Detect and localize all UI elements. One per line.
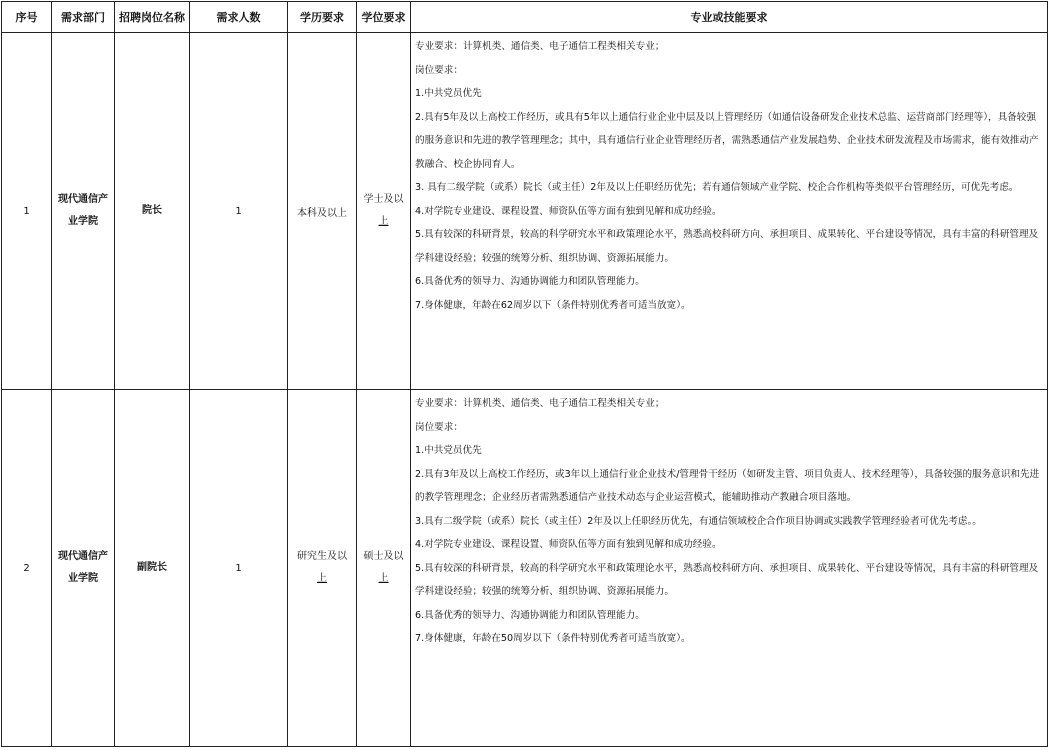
degree-line: 硕士及以 [363, 551, 404, 562]
department [52, 33, 115, 390]
degree-line: 上 [378, 573, 389, 584]
recruitment-table [1, 1, 1048, 747]
requirement-line: 1.中共党员优先 [415, 88, 482, 99]
table-row [2, 33, 1048, 390]
requirement-line: 3.具有二级学院（或系）院长（或主任）2年及以上任职经历优先，有通信领域校企合作项目协调或实践教学管理经验者可优先考虑。。 [415, 515, 982, 527]
requirement-line: 4.对学院专业建设、课程设置、师资队伍等方面有独到见解和成功经验。 [415, 205, 722, 217]
education-line: 研究生及以 [297, 551, 347, 562]
headcount: 1 [190, 33, 288, 390]
header-dept: 需求部门 [52, 2, 115, 33]
table-row [2, 390, 1048, 747]
requirement-line: 1.中共党员优先 [415, 445, 482, 456]
degree-requirement [357, 390, 411, 747]
header-education: 学历要求 [288, 2, 357, 33]
header-no: 序号 [2, 2, 52, 33]
education-line: 上 [317, 573, 327, 584]
requirement-line: 专业要求：计算机类、通信类、电子通信工程类相关专业； [415, 398, 665, 409]
row-number: 1 [2, 33, 52, 390]
row-number: 2 [2, 390, 52, 747]
department [52, 390, 115, 747]
education-requirement: 本科及以上 [288, 33, 357, 390]
position-name: 院长 [115, 33, 190, 390]
requirement-line: 2.具有3年及以上高校工作经历，或3年以上通信行业企业技术/管理骨干经历（如研发主管、项目负责人、技术经理等），具备较强的服务意识和先进的教学管理理念；企业经历者需熟悉通信产业技术动态与企业运营模式，能辅助推动产教融合项目落地。 [415, 468, 1040, 503]
degree-line: 学士及以 [363, 194, 404, 205]
requirement-line: 4.对学院专业建设、课程设置、师资队伍等方面有独到见解和成功经验。 [415, 539, 722, 550]
requirement-line: 7.身体健康，年龄在62周岁以下（条件特别优秀者可适当放宽）。 [415, 299, 691, 311]
requirement-line: 岗位要求： [415, 64, 463, 76]
requirement-line: 专业要求：计算机类、通信类、电子通信工程类相关专业； [415, 41, 665, 52]
requirement-line: 3. 具有二级学院（或系）院长（或主任）2年及以上任职经历优先；若有通信领域产业学院、校企合作机构等类似平台管理经历，可优先考虑。 [415, 182, 1019, 193]
header-count: 需求人数 [190, 2, 288, 33]
skill-requirements [411, 33, 1048, 390]
headcount: 1 [190, 390, 288, 747]
requirement-line: 6.具备优秀的领导力、沟通协调能力和团队管理能力。 [415, 276, 645, 287]
department-line: 业学院 [68, 216, 98, 227]
requirement-line: 2.具有5年及以上高校工作经历，或具有5年以上通信行业企业中层及以上管理经历（如通信设备研发企业技术总监、运营商部门经理等），具备较强的服务意识和先进的教学管理理念；其中，具有通信行业企业管理经历者，需熟悉通信产业发展趋势、企业技术研发流程及市场需求，能有效推动产教融合、校企协同育人。 [415, 111, 1039, 170]
position-name: 副院长 [115, 390, 190, 747]
header-degree: 学位要求 [357, 2, 411, 33]
requirement-line: 5.具有较深的科研背景，较高的科学研究水平和政策理论水平，熟悉高校科研方向、承担项目、成果转化、平台建设等情况，具有丰富的科研管理及学科建设经验；较强的统筹分析、组织协调、资源拓展能力。 [415, 229, 1039, 264]
requirement-line: 7.身体健康，年龄在50周岁以下（条件特别优秀者可适当放宽）。 [415, 633, 691, 644]
requirement-line: 岗位要求： [415, 421, 463, 433]
requirement-line: 6.具备优秀的领导力、沟通协调能力和团队管理能力。 [415, 609, 645, 621]
header-position: 招聘岗位名称 [115, 2, 190, 33]
degree-requirement [357, 33, 411, 390]
skill-requirements [411, 390, 1048, 747]
department-line: 现代通信产 [58, 194, 108, 205]
header-row [2, 2, 1048, 33]
degree-line: 上 [378, 216, 389, 227]
requirement-line: 5.具有较深的科研背景，较高的科学研究水平和政策理论水平，熟悉高校科研方向、承担项目、成果转化、平台建设等情况，具有丰富的科研管理及学科建设经验；较强的统筹分析、组织协调、资源拓展能力。 [415, 562, 1039, 597]
department-line: 业学院 [68, 573, 98, 584]
header-requirements: 专业或技能要求 [411, 2, 1048, 33]
education-requirement [288, 390, 357, 747]
department-line: 现代通信产 [58, 551, 108, 562]
